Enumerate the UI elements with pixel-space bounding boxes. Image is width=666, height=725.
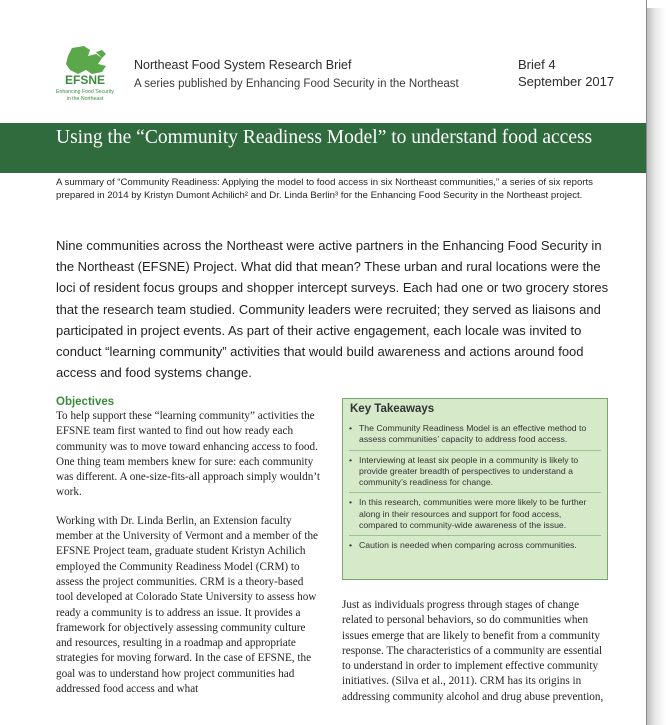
key-takeaways-box — [342, 398, 608, 580]
page-shadow — [647, 8, 666, 725]
page-title: Using the “Community Readiness Model” to understand food access — [56, 127, 593, 148]
takeaway-text: Caution is needed when comparing across communities. — [359, 540, 577, 551]
right-column-paragraph: Just as individuals progress through stages of change related to personal behaviors, so do communities when issues emerge that are likely to benefit from a community response. The characteristics of a community are essential to understand in order to implement effective community initiatives. (Silva et al., 2011). CRM has its origins in addressing community alcohol and drug abuse prevention, — [342, 599, 604, 703]
objectives-column — [56, 409, 323, 725]
right-column — [342, 598, 610, 725]
summary-text: A summary of “Community Readiness: Applying the model to food access in six Northeast communities,” a series of six reports prepared in 2014 by Kristyn Dumont Achilich² and Dr. Linda Berlin³ for the Enhancing Food Security in the Northeast project. — [56, 177, 593, 202]
intro-paragraph: Nine communities across the Northeast were active partners in the Enhancing Food Security in the Northeast (EFSNE) Project. What did that mean? These urban and rural locations were the loci of resident focus groups and shopper intercept surveys. Each had one or two grocery stores that the research team studied. Community leaders were recruited; they served as liaisons and participated in project events. As part of their active engagement, each locale was invited to conduct “learning community” activities that would build awareness and actions around food access and food systems change. — [56, 238, 609, 381]
key-takeaways-heading: Key Takeaways — [350, 403, 435, 415]
svg-text:EFSNE: EFSNE — [64, 73, 106, 87]
bullet-icon: • — [349, 454, 353, 465]
takeaway-text: Interviewing at least six people in a community is likely to provide greater breadth of perspectives to understand a community’s readiness for change. — [359, 454, 579, 488]
title-banner — [0, 123, 646, 173]
series-title: Northeast Food System Research Brief — [134, 58, 352, 72]
takeaway-text: The Community Readiness Model is an effective method to assess communities’ capacity to address food access. — [359, 423, 587, 445]
bullet-icon: • — [349, 423, 353, 433]
brief-number: Brief 4 — [518, 57, 556, 72]
takeaway-item — [349, 497, 601, 536]
objectives-paragraph: Working with Dr. Linda Berlin, an Extension faculty member at the University of Vermont and a member of the EFSNE Project team, graduate student Kristyn Achilich employed the Community Readiness Model (CRM) to assess the project communities. CRM is a theory-based tool developed at Colorado State University to assess how ready a community is to address an issue. It provides a framework for objectively assessing community culture and resources, resulting in a roadmap and appropriate strategies for moving forward. In the case of EFSNE, the goal was to understand how project communities had addressed food access and what — [56, 514, 318, 696]
objectives-paragraph: To help support these “learning community” activities the EFSNE team first wanted to find out how ready each community was to move toward enhancing access to food. One thing team members knew for sure: each community was different. A one-size-fits-all approach simply wouldn’t work. — [56, 410, 320, 499]
svg-text:in the Northeast: in the Northeast — [66, 96, 104, 102]
series-subtitle: A series published by Enhancing Food Security in the Northeast — [134, 78, 459, 90]
takeaway-item — [349, 423, 601, 451]
takeaway-text: In this research, communities were more likely to be further along in their resources and support for food access, compared to community-wide awareness of the issue. — [359, 497, 587, 531]
brief-date: September 2017 — [518, 74, 615, 89]
takeaway-item — [349, 455, 601, 494]
bullet-icon: • — [349, 540, 353, 551]
objectives-heading: Objectives — [56, 396, 115, 408]
key-takeaways-list — [349, 423, 601, 560]
bullet-icon: • — [349, 497, 353, 508]
brief-info — [518, 56, 614, 90]
efsne-logo — [52, 44, 118, 106]
takeaway-item — [349, 540, 601, 555]
svg-text:Enhancing Food Security: Enhancing Food Security — [56, 89, 114, 95]
